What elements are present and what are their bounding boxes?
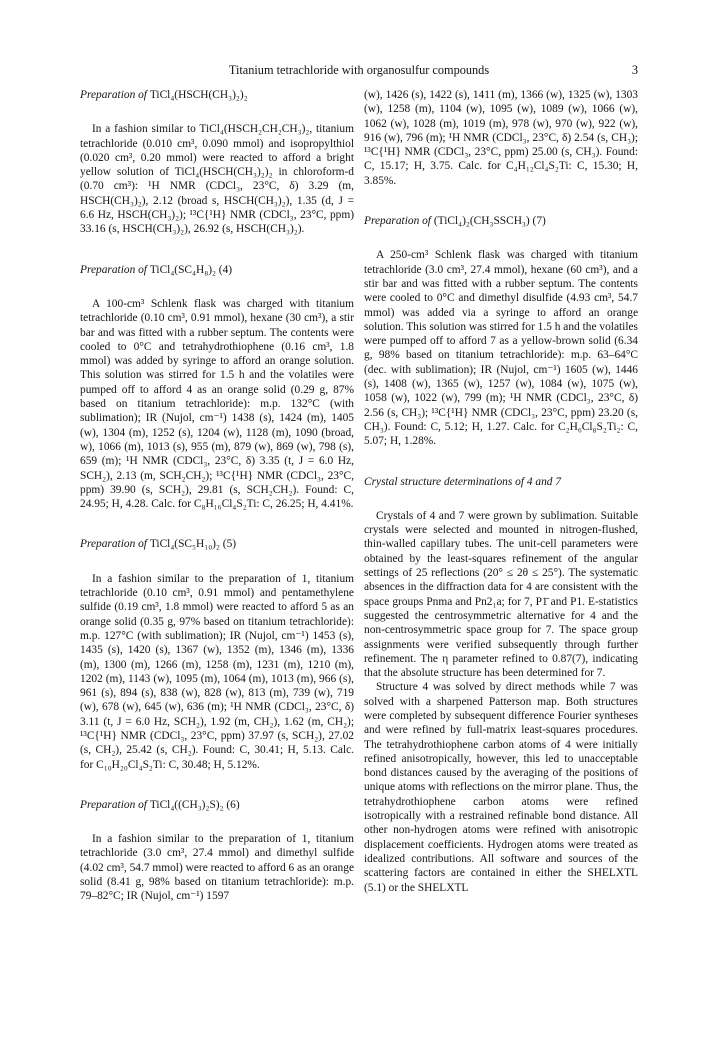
body-paragraph: A 100-cm³ Schlenk flask was charged with titanium tetrachloride (0.10 cm³, 0.91 mmol), hexane (30 cm³), a stir bar and was fitted with a rubber septum. The contents were cooled to 0°C and tetrahydrothiophene (0.16 cm³, 1.8 mmol) was added by syringe to afford an orange solution. This solution was stirred for 1.5 h and the volatiles were pumped off to afford 4 as an orange solid (0.29 g, 87% based on titanium tetrachloride): m.p. 132°C (with sublimation); IR (Nujol, cm⁻¹) 1438 (s), 1424 (m), 1405 (w), 1304 (m), 1252 (s), 1204 (w), 1128 (m), 1090 (broad, w), 1066 (m), 1013 (s), 955 (m), 879 (w), 869 (w), 798 (s), 659 (m); ¹H NMR (CDCl₃, 23°C, δ) 3.35 (t, J = 6.0 Hz, SCH₂), 2.13 (m, SCH₂CH₂); ¹³C{¹H} NMR (CDCl₃, 23°C, ppm) 39.90 (s, SCH₂), 29.81 (s, SCH₂CH₂). Found: C, 24.95; H, 4.28. Calc. for C₈H₁₆Cl₄S₂Ti: C, 26.25; H, 4.41%.: [80, 297, 354, 511]
body-paragraph: In a fashion similar to the preparation of 1, titanium tetrachloride (3.0 cm³, 27.4 mmol) and dimethyl sulfide (4.02 cm³, 54.7 mmol) were reacted to afford 6 as an orange solid (8.41 g, 98% based on titanium tetrachloride): m.p. 79–82°C; IR (Nujol, cm⁻¹) 1597: [80, 833, 354, 903]
body-paragraph: Crystals of 4 and 7 were grown by sublimation. Suitable crystals were selected and mounted in nitrogen-flushed, thin-walled capillary tubes. The unit-cell parameters were obtained by the least-squares refinement of the angular settings of 25 reflections (20° ≤ 2θ ≤ 25°). The systematic absences in the diffraction data for 4 are consistent with the space groups Pnma and Pn2₁a; for 7, P1̄ and P1. E-statistics suggested the centrosymmetric alternative for 4 and the non-centrosymmetric space group for 7. The space group assignments were verified subsequently through further refinement. The η parameter refined to 0.87(7), indicating that the absolute structure has been determined for 7.: [364, 509, 638, 680]
page-number: 3: [631, 63, 638, 77]
right-column: [364, 88, 638, 904]
two-column-body: [80, 88, 638, 904]
section-heading: Preparation of TiCl₄(HSCH(CH₃)₂)₂: [80, 89, 248, 101]
section-heading: Preparation of TiCl₄((CH₃)₂S)₂ (6): [80, 798, 240, 811]
running-header: [80, 62, 638, 78]
body-paragraph: Structure 4 was solved by direct methods while 7 was solved with a sharpened Patterson map. Both structures were completed by subsequent difference Fourier syntheses and were refined by full-matrix least-squares procedures. The tetrahydrothiophene carbon atoms of 4 were initially refined anisotropically, however, this led to unacceptable bond distances caused by the averaging of the positions of unique atoms with reflections on the mirror plane. Thus, the tetrahydrothiophene carbon atoms were refined isotropically with a restrained refinable bond distance. All other non-hydrogen atoms were refined with anisotropic displacement coefficients. Hydrogen atoms were treated as idealized contributions. All software and sources of the scattering factors are contained in either the SHELXTL (5.1) or the SHELXTL: [364, 681, 638, 894]
body-paragraph: In a fashion similar to the preparation of 1, titanium tetrachloride (0.10 cm³, 0.91 mmol) and pentamethylene sulfide (0.19 cm³, 1.8 mmol) were reacted to afford 5 as an orange solid (0.35 g, 97% based on titanium tetrachloride): m.p. 127°C (with sublimation); IR (Nujol, cm⁻¹) 1453 (s), 1435 (s), 1420 (s), 1367 (w), 1352 (m), 1346 (m), 1336 (m), 1300 (m), 1266 (m), 1258 (m), 1231 (m), 1210 (m), 1202 (m), 1143 (w), 1095 (m), 1064 (m), 1013 (m), 966 (s), 961 (s), 894 (s), 838 (w), 828 (w), 813 (m), 739 (w), 719 (w), 678 (w), 645 (w), 636 (m); ¹H NMR (CDCl₃, 23°C, δ) 3.11 (t, J = 6.0 Hz, SCH₂), 1.92 (m, CH₂), 1.62 (m, CH₂); ¹³C{¹H} NMR (CDCl₃, 23°C, ppm) 37.97 (s, SCH₂), 27.02 (s, CH₂), 25.42 (s, CH₂). Found: C, 30.41; H, 5.13. Calc. for C₁₀H₂₀Cl₄S₂Ti: C, 30.48; H, 5.12%.: [80, 572, 354, 771]
section-heading: Preparation of TiCl₄(SC₄H₈)₂ (4): [80, 263, 233, 276]
section-heading: Crystal structure determinations of 4 and 7: [364, 475, 562, 488]
section-heading: Preparation of (TiCl₄)₂(CH₃SSCH₃) (7): [364, 215, 546, 228]
running-title: Titanium tetrachloride with organosulfur compounds: [228, 63, 490, 77]
body-paragraph: In a fashion similar to TiCl₄(HSCH₂CH₂CH₃)₂, titanium tetrachloride (0.010 cm³, 0.090 mmol) and isopropylthiol (0.020 cm³, 0.20 mmol) were reacted to afford a bright yellow solution of TiCl₄(HSCH(CH₃)₂)₂ in chloroform-d (0.70 cm³): ¹H NMR (CDCl₃, 23°C, δ) 3.29 (m, HSCH(CH₃)₂), 2.12 (broad s, HSCH(CH₃)₂), 1.35 (d, J = 6.6 Hz, HSCH(CH₃)₂); ¹³C{¹H} NMR (CDCl₃, 23°C, ppm) 33.16 (s, HSCH(CH₃)₂), 26.92 (s, HSCH(CH₃)₂).: [80, 123, 354, 236]
body-paragraph-continued: (w), 1426 (s), 1422 (s), 1411 (m), 1366 (w), 1325 (w), 1303 (w), 1258 (m), 1104 (w), 1095 (w), 1089 (w), 1066 (w), 1062 (w), 1028 (m), 1019 (m), 978 (w), 970 (w), 922 (w), 916 (w), 796 (m); ¹H NMR (CDCl₃, 23°C, δ) 2.54 (s, CH₃); ¹³C{¹H} NMR (CDCl₃, 23°C, ppm) 25.00 (s, CH₃). Found: C, 15.17; H, 3.75. Calc. for C₄H₁₂Cl₄S₂Ti: C, 15.30; H, 3.85%.: [364, 89, 638, 187]
body-paragraph: A 250-cm³ Schlenk flask was charged with titanium tetrachloride (3.0 cm³, 27.4 mmol), hexane (60 cm³), and a stir bar and was fitted with a rubber septum. The contents were cooled to 0°C and dimethyl disulfide (4.93 cm³, 54.7 mmol) was added via a syringe to afford an orange solution. This solution was stirred for 1.5 h and the volatiles were pumped off to afford 7 as a yellow-brown solid (6.34 g, 98% based on titanium tetrachloride): m.p. 63–64°C (dec. with sublimation); IR (Nujol, cm⁻¹) 1605 (w), 1446 (s), 1408 (w), 1365 (w), 1257 (w), 1084 (w), 1075 (w), 1058 (w), 1022 (w), 799 (m); ¹H NMR (CDCl₃, 23°C, δ) 2.56 (s, CH₃); ¹³C{¹H} NMR (CDCl₃, 23°C, ppm) 23.20 (s, CH₃). Found: C, 5.12; H, 1.27. Calc. for C₂H₆Cl₈S₂Ti₂: C, 5.07; H, 1.28%.: [364, 249, 638, 448]
left-column: [80, 88, 354, 904]
section-heading: Preparation of TiCl₄(SC₅H₁₀)₂ (5): [80, 538, 237, 551]
